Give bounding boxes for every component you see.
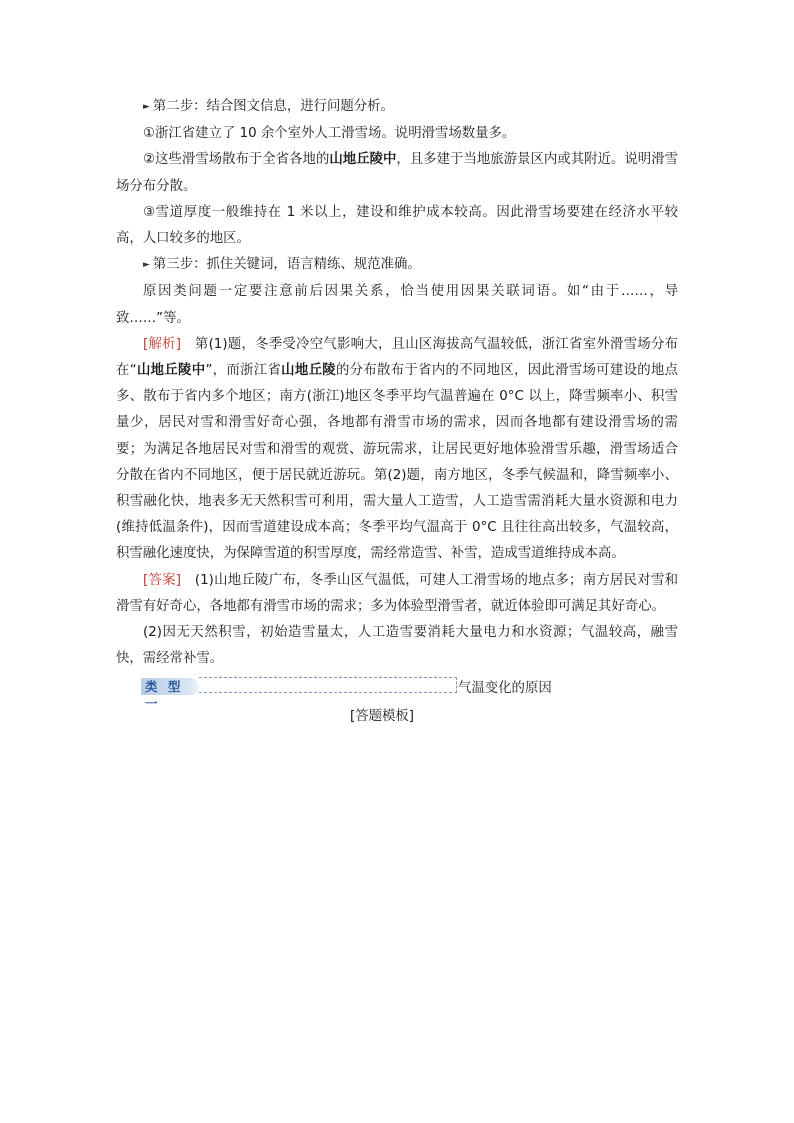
step2-point2-bold: 山地丘陵中 xyxy=(329,152,397,168)
dashed-title-frame xyxy=(199,677,457,693)
step2-point2-text-b: ，且多建于当地旅游景区内或其附近。说明滑雪场分布分散。 xyxy=(116,152,679,194)
analysis-text-b: ”，而浙江省 xyxy=(205,363,282,379)
type-title: 气温变化的原因 xyxy=(458,681,552,697)
step2-heading xyxy=(116,94,678,121)
answer-part1 xyxy=(116,568,678,620)
type-badge: 类 型 一 xyxy=(141,678,199,695)
type-section-header xyxy=(116,675,678,712)
answer-template-label: [答题模板] xyxy=(349,709,414,725)
step2-heading-text: 第二步：结合图文信息，进行问题分析。 xyxy=(152,99,394,114)
step2-point2-text-a: ②这些滑雪场散布于全省各地的 xyxy=(143,152,330,168)
answer-tag: [答案] xyxy=(143,572,182,588)
answer-part2: (2)因无天然积雪，初始造雪量太，人工造雪要消耗大量电力和水资源；气温较高，融雪快，需经常补雪。 xyxy=(116,625,678,667)
triangle-bullet-icon: ► xyxy=(143,102,150,112)
step2-point3: ③雪道厚度一般维持在 1 米以上，建设和维护成本较高。因此滑雪场要建在经济水平较高，人口较多的地区。 xyxy=(116,204,678,247)
analysis-paragraph xyxy=(116,332,678,568)
analysis-tag: [解析] xyxy=(143,336,182,352)
answer-part1-text: (1)山地丘陵广布，冬季山区气温低，可建人工滑雪场的地点多；南方居民对雪和滑雪有好奇心，各地都有滑雪市场的需求；多为体验型滑雪者，就近体验即可满足其好奇心。 xyxy=(116,572,678,614)
step3-heading xyxy=(116,252,678,279)
analysis-bold-1: 山地丘陵中 xyxy=(136,363,206,379)
analysis-bold-2: 山地丘陵 xyxy=(281,363,336,379)
step2-point2 xyxy=(116,147,678,199)
analysis-text-c: 的分布散布于省内的不同地区，因此滑雪场可建设的地点多、散布于省内多个地区；南方(浙江)地区冬季平均气温普遍在 0°C 以上，降雪频率小、积雪量少，居民对雪和滑雪好奇心强，各地都有滑雪市场的需求，因而各地都有建设滑雪场的需要；为满足各地居民对雪和滑雪的观赏、游玩需求，让居民更好地体验滑雪乐趣，滑雪场适合分散在省内不同地区，便于居民就近游玩。第(2)题，南方地区，冬季气候温和，降雪频率小、积雪融化快，地表多无天然积雪可利用，需大量人工造雪，人工造雪需消耗大量水资源和电力(维持低温条件)，因而雪道建设成本高；冬季平均气温高于 0°C 且往往高出较多，气温较高，积雪融化速度快，为保障雪道的积雪厚度，需经常造雪、补雪，造成雪道维持成本高。 xyxy=(116,363,679,562)
step2-point1: ①浙江省建立了 10 余个室外人工滑雪场。说明滑雪场数量多。 xyxy=(143,126,516,142)
document-page xyxy=(116,94,678,729)
step3-text: 原因类问题一定要注意前后因果关系，恰当使用因果关联词语。如“由于……，导致……”等。 xyxy=(116,284,678,326)
step3-heading-text: 第三步：抓住关键词，语言精练、规范准确。 xyxy=(152,257,421,273)
triangle-bullet-icon: ► xyxy=(143,260,150,271)
analysis-text-a: 第(1)题，冬季受冷空气影响大，且山区海拔高气温较低，浙江省室外滑雪场分布在“ xyxy=(116,336,678,379)
